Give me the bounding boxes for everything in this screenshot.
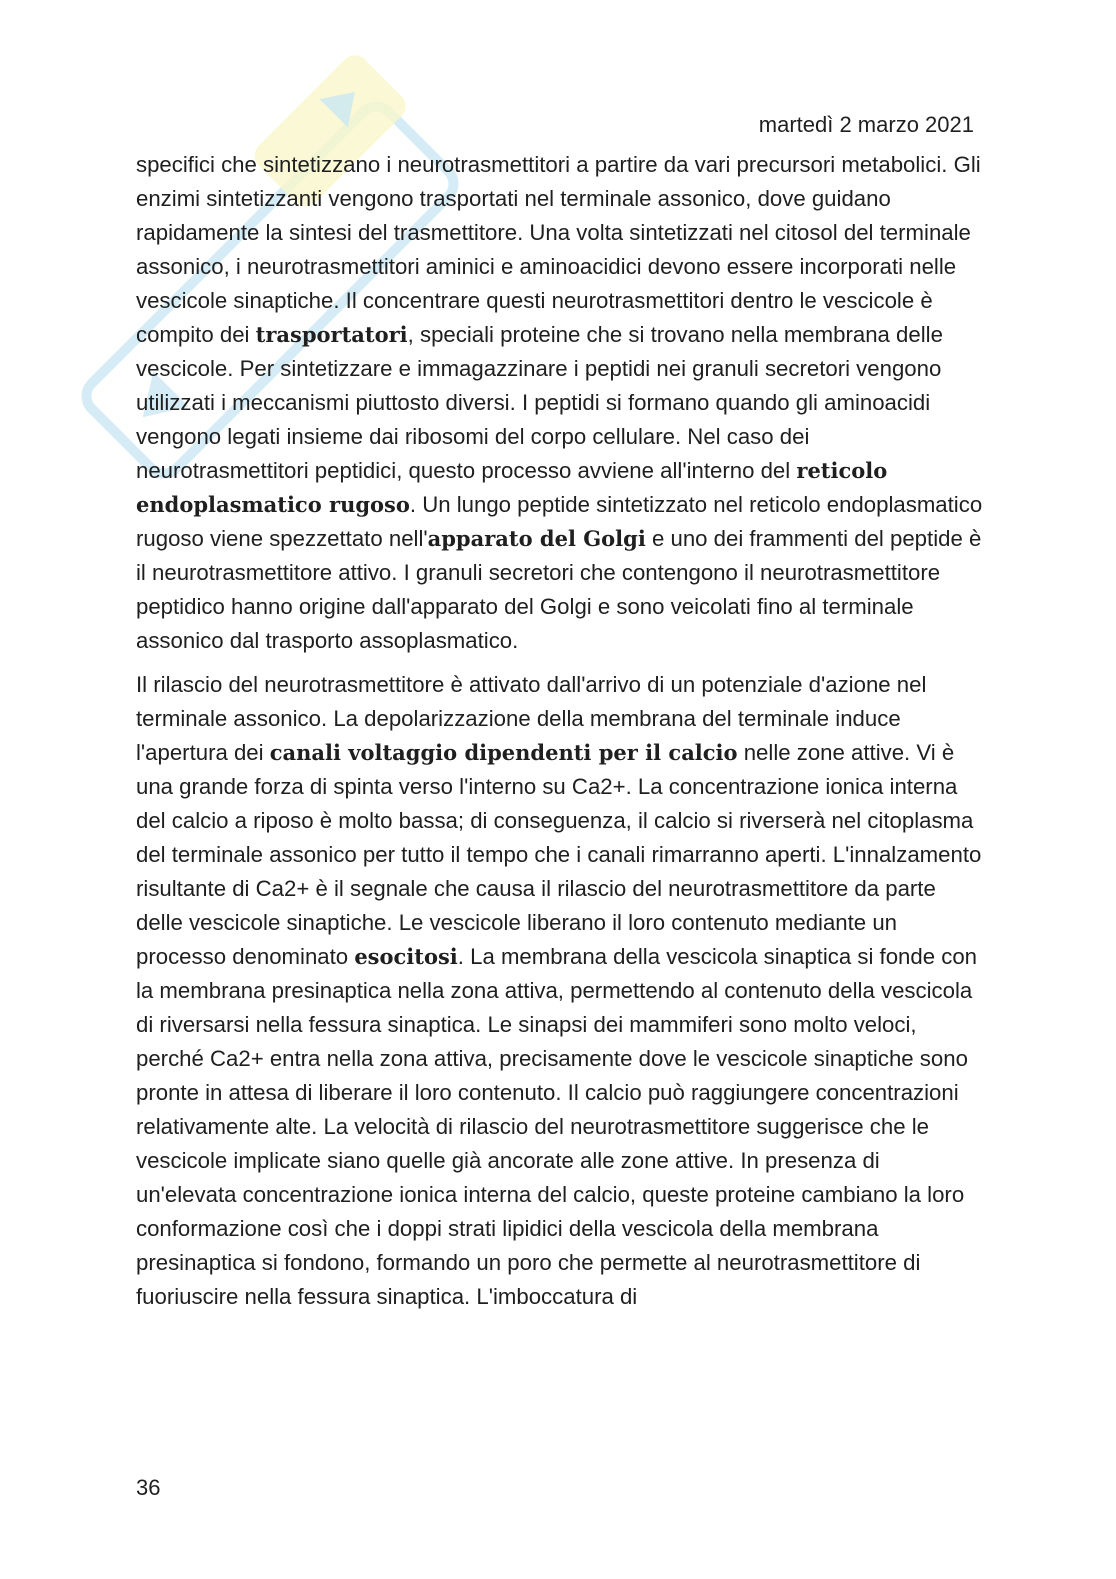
paragraph-text: e uno dei frammenti del peptide è il neurotrasmettitore attivo. I granuli secretori che contengono il neurotrasmettitore peptidico hanno origine dall'apparato del Golgi e sono veicolati fino al terminale assonico dal trasporto assoplasmatico. bbox=[136, 526, 982, 653]
document-body bbox=[136, 148, 984, 1314]
term-apparato-golgi: apparato del Golgi bbox=[427, 526, 646, 551]
page-number: 36 bbox=[136, 1475, 161, 1500]
paragraph-text: . La membrana della vescicola sinaptica si fonde con la membrana presinaptica nella zona attiva, permettendo al contenuto della vescicola di riversarsi nella fessura sinaptica. Le sinapsi dei mammiferi sono molto veloci, perché Ca2+ entra nella zona attiva, precisamente dove le vescicole sinaptiche sono pronte in attesa di liberare il loro contenuto. Il calcio può raggiungere concentrazioni relativamente alte. La velocità di rilascio del neurotrasmettitore suggerisce che le vescicole implicate siano quelle già ancorate alle zone attive. In presenza di un'elevata concentrazione ionica interna del calcio, queste proteine cambiano la loro conformazione così che i doppi strati lipidici della vescicola della membrana presinaptica si fondono, formando un poro che permette al neurotrasmettitore di fuoriuscire nella fessura sinaptica. L'imboccatura di bbox=[136, 944, 978, 1309]
paragraph-text: specifici che sintetizzano i neurotrasmettitori a partire da vari precursori metabolici. Gli enzimi sintetizzanti vengono trasportati nel terminale assonico, dove guidano rapidamente la sintesi del trasmettitore. Una volta sintetizzati nel citosol del terminale assonico, i neurotrasmettitori aminici e aminoacidici devono essere incorporati nelle vescicole sinaptiche. Il concentrare questi neurotrasmettitori dentro le vescicole è compito dei bbox=[136, 152, 981, 347]
term-esocitosi: esocitosi bbox=[354, 944, 458, 969]
paragraph-text: , speciali proteine che si trovano nella membrana delle vescicole. Per sintetizzare e immagazzinare i peptidi nei granuli secretori vengono utilizzati i meccanismi piuttosto diversi. I peptidi si formano quando gli aminoacidi vengono legati insieme dai ribosomi del corpo cellulare. Nel caso dei neurotrasmettitori peptidici, questo processo avviene all'interno del bbox=[136, 322, 943, 483]
paragraph-text: . Un lungo peptide sintetizzato nel reticolo endoplasmatico rugoso viene spezzettato nell' bbox=[136, 492, 983, 551]
term-reticolo-endoplasmatico: reticolo endoplasmatico rugoso bbox=[136, 458, 888, 517]
term-trasportatori: trasportatori bbox=[255, 322, 408, 347]
paragraph-text: Il rilascio del neurotrasmettitore è attivato dall'arrivo di un potenziale d'azione nel terminale assonico. La depolarizzazione della membrana del terminale induce l'apertura dei bbox=[136, 672, 927, 765]
paragraph-text: nelle zone attive. Vi è una grande forza di spinta verso l'interno su Ca2+. La concentrazione ionica interna del calcio a riposo è molto bassa; di conseguenza, il calcio si riverserà nel citoplasma del terminale assonico per tutto il tempo che i canali rimarranno aperti. L'innalzamento risultante di Ca2+ è il segnale che causa il rilascio del neurotrasmettitore da parte delle vescicole sinaptiche. Le vescicole liberano il loro contenuto mediante un processo denominato bbox=[136, 740, 982, 969]
paragraph-synthesis bbox=[136, 148, 984, 658]
page-date: martedì 2 marzo 2021 bbox=[758, 112, 974, 137]
term-canali-calcio: canali voltaggio dipendenti per il calcio bbox=[269, 740, 738, 765]
paragraph-release bbox=[136, 668, 984, 1314]
